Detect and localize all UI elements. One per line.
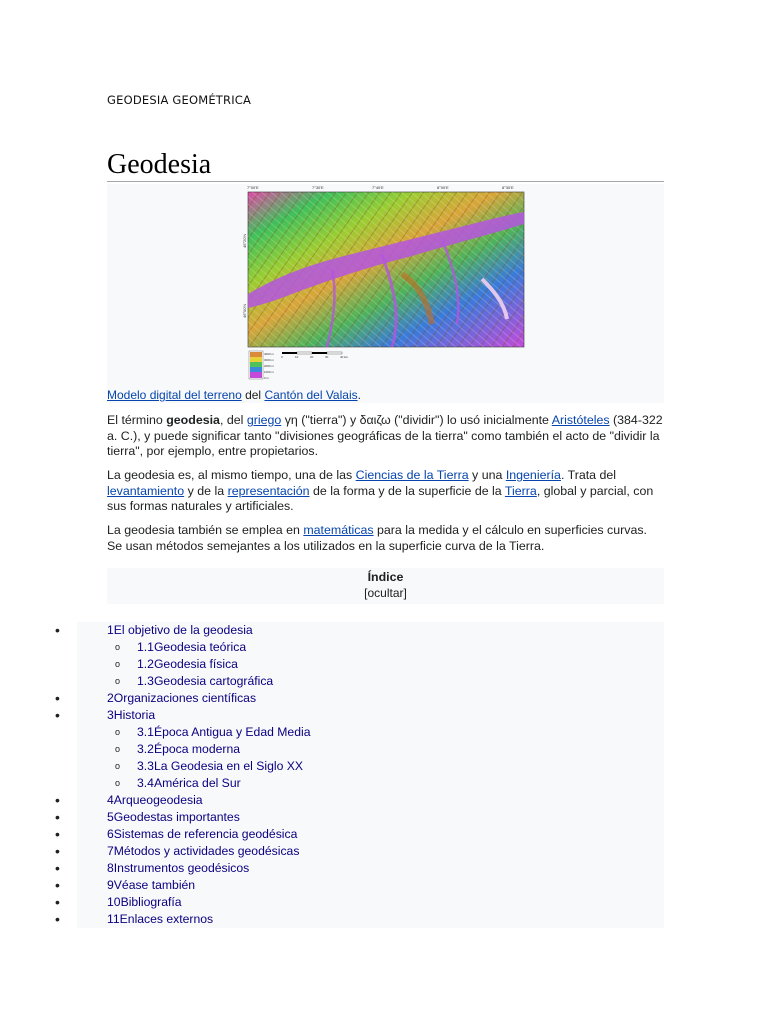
toc-item-number: 3.1 xyxy=(137,725,154,739)
axis-tick-label: 7°40'E xyxy=(372,185,384,190)
axis-tick-label: 8°00'E xyxy=(437,185,449,190)
axis-tick-label: 46°20'N xyxy=(242,233,247,248)
toc-item-label[interactable]: Geodesia cartográfica xyxy=(153,674,274,688)
toc-item-number: 3.4 xyxy=(137,776,154,790)
sub-bullet-icon: o xyxy=(115,744,121,754)
link-tierra[interactable]: Tierra xyxy=(504,483,537,498)
paragraph-mathematics xyxy=(107,523,664,554)
toc-item[interactable] xyxy=(55,707,664,724)
scale-label: 30 xyxy=(325,355,329,359)
toc-item-number: 5 xyxy=(107,810,114,824)
toc-hide-toggle[interactable]: [ocultar] xyxy=(364,586,407,600)
link-levantamiento[interactable]: levantamiento xyxy=(107,483,185,498)
toc-item[interactable] xyxy=(55,894,664,911)
bullet-icon: • xyxy=(55,843,60,859)
legend-label: 1000 m xyxy=(264,370,275,374)
link-ingenieria[interactable]: Ingeniería xyxy=(505,468,561,482)
bullet-icon: • xyxy=(55,622,60,638)
legend-label: 2000 m xyxy=(264,364,275,368)
bullet-icon: • xyxy=(55,809,60,825)
toc-item-number: 7 xyxy=(107,844,114,858)
sub-bullet-icon: o xyxy=(115,659,121,669)
toc-item-label[interactable]: Bibliografía xyxy=(120,895,182,909)
link-matematicas[interactable]: matemáticas xyxy=(303,523,374,537)
paragraph-intro xyxy=(107,413,664,460)
scale-label: 40 km xyxy=(340,355,349,359)
toc-item[interactable] xyxy=(55,622,664,639)
terrain-map-image xyxy=(242,184,527,384)
bullet-icon: • xyxy=(55,690,60,706)
toc-item-label[interactable]: Época Antigua y Edad Media xyxy=(153,725,311,739)
toc-item-label[interactable]: El objetivo de la geodesia xyxy=(113,623,253,637)
axis-tick-label: 7°30'E xyxy=(312,185,324,190)
toc-item-label[interactable]: La Geodesia en el Siglo XX xyxy=(153,759,304,773)
legend-label: 0 m xyxy=(264,376,270,380)
map-legend xyxy=(249,351,275,380)
toc-item[interactable] xyxy=(55,911,664,928)
sub-bullet-icon: o xyxy=(115,761,121,771)
toc-item[interactable] xyxy=(77,724,664,741)
page-title: Geodesia xyxy=(107,148,664,182)
sub-bullet-icon: o xyxy=(115,642,121,652)
figure-caption xyxy=(107,388,361,402)
bullet-icon: • xyxy=(55,877,60,893)
toc-item-number: 3.2 xyxy=(137,742,154,756)
axis-tick-label: 7°00'E xyxy=(247,185,259,190)
toc-item-label[interactable]: Época moderna xyxy=(153,742,240,756)
toc-item[interactable] xyxy=(77,741,664,758)
paragraph-text: γη ("tierra") y δαιζω ("dividir") lo usó inicialmente xyxy=(281,413,552,427)
caption-link-canton[interactable]: Cantón del Valais xyxy=(264,388,358,402)
axis-tick-label: 46°00'N xyxy=(242,303,247,318)
map-axis-left xyxy=(242,234,247,318)
paragraph-text: de la forma y de la superficie de la xyxy=(309,483,505,498)
caption-text: del xyxy=(241,388,265,402)
toc-item-number: 2 xyxy=(107,691,114,705)
paragraph-text: La geodesia también se emplea en xyxy=(107,523,304,537)
toc-item[interactable] xyxy=(55,826,664,843)
sub-bullet-icon: o xyxy=(115,676,121,686)
toc-item-number: 3.3 xyxy=(137,759,154,773)
sub-bullet-icon: o xyxy=(115,778,121,788)
toc-list xyxy=(55,622,664,928)
paragraph-text: (384-322 a. C.), y puede significar tanto "divisiones geográficas de la tierra" como también el acto de "dividir la tierra", por ejemplo, entre propietarios. xyxy=(107,413,663,458)
scale-label: 20 xyxy=(310,355,314,359)
toc-item-label[interactable]: América del Sur xyxy=(153,776,241,790)
link-ciencias-tierra[interactable]: Ciencias de la Tierra xyxy=(355,468,469,482)
toc-item-label[interactable]: Instrumentos geodésicos xyxy=(113,861,250,875)
toc-item-label[interactable]: Historia xyxy=(113,708,156,722)
toc-item[interactable] xyxy=(55,792,664,809)
toc-item-number: 8 xyxy=(107,861,114,875)
axis-tick-label: 8°30'E xyxy=(502,185,514,190)
map-axis-top xyxy=(247,185,514,190)
toc-item[interactable] xyxy=(55,843,664,860)
toc-item-number: 1.1 xyxy=(137,640,154,654)
toc-item-label[interactable]: Organizaciones científicas xyxy=(113,691,257,705)
toc-item-label[interactable]: Arqueogeodesia xyxy=(113,793,203,807)
toc-item[interactable] xyxy=(77,673,664,690)
toc-title: Índice xyxy=(367,570,404,584)
paragraph-text: . Trata del xyxy=(560,468,617,482)
bullet-icon: • xyxy=(55,911,60,927)
toc-item-label[interactable]: Métodos y actividades geodésicas xyxy=(113,844,300,858)
toc-item[interactable] xyxy=(77,639,664,656)
toc-item-label[interactable]: Enlaces externos xyxy=(119,912,214,926)
toc-item-number: 1.2 xyxy=(137,657,154,671)
toc-item-label[interactable]: Geodesia teórica xyxy=(153,640,247,654)
paragraph-text: para la medida y el cálculo en superficies curvas. Se usan métodos semejantes a los utilizados en la superficie curva de la Tierra. xyxy=(107,523,647,553)
terrain-figure xyxy=(107,184,664,403)
toc-item-number: 1.3 xyxy=(137,674,154,688)
legend-label: 3000 m xyxy=(264,358,275,362)
scale-label: 10 xyxy=(295,355,299,359)
map-scale-bar xyxy=(281,352,349,359)
bullet-icon: • xyxy=(55,894,60,910)
toc-item-number: 1 xyxy=(107,623,114,637)
link-aristoteles[interactable]: Aristóteles xyxy=(551,413,610,427)
paragraph-text: La geodesia es, al mismo tiempo, una de las xyxy=(107,468,356,482)
paragraph-text: , global y parcial, con sus formas naturales y artificiales. xyxy=(107,483,654,513)
toc-item-label[interactable]: Geodesia física xyxy=(153,657,238,671)
paragraph-text: El término xyxy=(107,413,167,427)
toc-item-number: 11 xyxy=(107,912,120,926)
paragraph-text: , del xyxy=(219,413,247,427)
toc-item-label[interactable]: Sistemas de referencia geodésica xyxy=(113,827,298,841)
bullet-icon: • xyxy=(55,792,60,808)
toc-item-number: 4 xyxy=(107,793,114,807)
legend-label: 4000 m xyxy=(264,352,275,356)
toc-header xyxy=(107,568,664,604)
bullet-icon: • xyxy=(55,707,60,723)
paragraph-text: y de la xyxy=(184,483,228,498)
paragraph-definition xyxy=(107,468,664,515)
bullet-icon: • xyxy=(55,860,60,876)
toc-item[interactable] xyxy=(77,775,664,792)
sub-bullet-icon: o xyxy=(115,727,121,737)
link-griego[interactable]: griego xyxy=(246,413,282,427)
toc-item-number: 9 xyxy=(107,878,114,892)
toc-item[interactable] xyxy=(55,690,664,707)
caption-link-modelo[interactable]: Modelo digital del terreno xyxy=(107,388,242,402)
toc-item-label[interactable]: Geodestas importantes xyxy=(113,810,240,824)
toc-item[interactable] xyxy=(55,860,664,877)
toc-item-number: 3 xyxy=(107,708,114,722)
toc-item-number: 6 xyxy=(107,827,114,841)
scale-label: 0 xyxy=(281,355,283,359)
toc-item-number: 10 xyxy=(107,895,121,909)
toc-item[interactable] xyxy=(55,809,664,826)
toc-item[interactable] xyxy=(77,758,664,775)
caption-text: . xyxy=(357,388,361,402)
toc-item[interactable] xyxy=(77,656,664,673)
toc-item-label[interactable]: Véase también xyxy=(113,878,196,892)
paragraph-text: y una xyxy=(468,468,506,482)
document-header-title: GEODESIA GEOMÉTRICA xyxy=(107,93,252,107)
bullet-icon: • xyxy=(55,826,60,842)
toc-item[interactable] xyxy=(55,877,664,894)
link-representacion[interactable]: representación xyxy=(227,483,310,498)
bold-term: geodesia xyxy=(166,413,220,427)
